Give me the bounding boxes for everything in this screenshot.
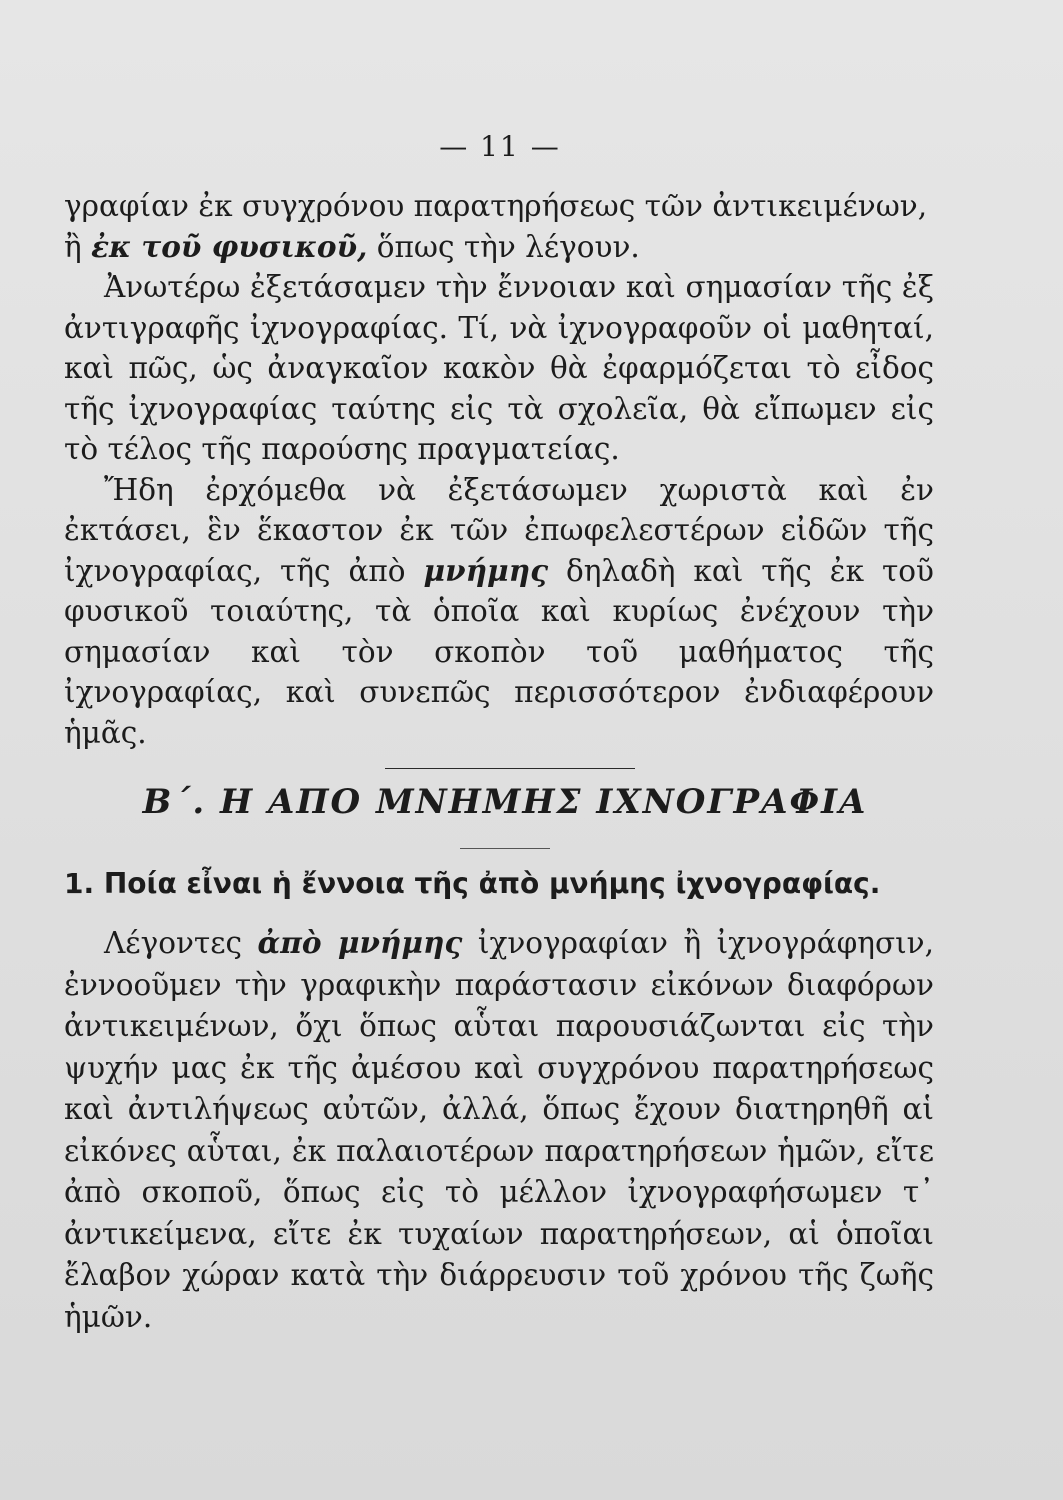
review-paragraph: Ἀνωτέρω ἐξετάσαμεν τὴν ἔννοιαν καὶ σημασίαν τῆς ἐξ ἀντιγραφῆς ἰχνογραφίας. Τί, νὰ ἰχνογραφοῦν οἱ μαθηταί, καὶ πῶς, ὡς ἀναγκαῖον κακὸν θὰ ἐφαρμόζεται τὸ εἶδος τῆς ἰχνογραφίας ταύτης εἰς τὰ σχολεῖα, θὰ εἴπωμεν εἰς τὸ τέλος τῆς παρούσης πραγματείας. — [64, 270, 934, 466]
definition-prefix: Λέγοντες — [104, 926, 258, 960]
next-topic-suffix: δηλαδὴ καὶ τῆς ἐκ τοῦ φυσικοῦ τοιαύτης, τὰ ὁποῖα καὶ κυρίως ἐνέχουν τὴν σημασίαν καὶ τὸν σκοπὸν τοῦ μαθήματος τῆς ἰχνογραφίας, καὶ συνεπῶς περισσότερον ἐνδιαφέρουν ἡμᾶς. — [64, 553, 934, 750]
heading-underline — [460, 848, 550, 849]
definition-paragraph — [64, 922, 934, 1338]
definition-suffix: ἰχνογραφίαν ἢ ἰχνογράφησιν, ἐννοοῦμεν τὴν γραφικὴν παράστασιν εἰκόνων διαφόρων ἀντικειμένων, ὄχι ὅπως αὗται παρουσιάζωνται εἰς τὴν ψυχήν μας ἐκ τῆς ἀμέσου καὶ συγχρόνου παρατηρήσεως καὶ ἀντιλήψεως αὐτῶν, ἀλλά, ὅπως ἔχουν διατηρηθῆ αἱ εἰκόνες αὗται, ἐκ παλαιοτέρων παρατηρήσεων ἡμῶν, εἴτε ἀπὸ σκοποῦ, ὅπως εἰς τὸ μέλλον ἰχνογραφήσωμεν τ᾽ ἀντικείμενα, εἴτε ἐκ τυχαίων παρατηρήσεων, αἱ ὁποῖαι ἔλαβον χώραν κατὰ τὴν διάρρευσιν τοῦ χρόνου τῆς ζωῆς ἡμῶν. — [64, 926, 934, 1334]
body-text-bottom — [64, 922, 934, 1338]
section-divider — [385, 768, 635, 769]
intro-line-2-prefix: ἢ — [64, 229, 92, 264]
definition-emphasis: ἀπὸ μνήμης — [257, 925, 463, 960]
intro-emphasis: ἐκ τοῦ φυσικοῦ, — [91, 228, 368, 264]
next-topic-paragraph — [64, 470, 934, 754]
chapter-heading: Β΄. Η ΑΠΟ ΜΝΗΜΗΣ ΙΧΝΟΓΡΑΦΙΑ — [142, 782, 868, 822]
next-topic-emphasis: μνήμης — [423, 552, 549, 588]
next-topic-prefix: Ἤδη ἐρχόμεθα νὰ ἐξετάσωμεν χωριστὰ καὶ ἐν ἐκτάσει, ἓν ἕκαστον ἐκ τῶν ἐπωφελεστέρων εἰδῶν τῆς ἰχνογραφίας, τῆς ἀπὸ — [64, 472, 934, 588]
section-heading: 1. Ποία εἶναι ἡ ἔννοια τῆς ἀπὸ μνήμης ἰχνογραφίας. — [64, 867, 881, 900]
intro-line-2-suffix: ὅπως τὴν λέγουν. — [367, 229, 640, 264]
intro-paragraph — [64, 186, 934, 267]
intro-line-1: γραφίαν ἐκ συγχρόνου παρατηρήσεως τῶν ἀντικειμένων, — [64, 189, 928, 223]
page-number: — 11 — — [439, 130, 561, 163]
body-text-top — [64, 186, 934, 753]
